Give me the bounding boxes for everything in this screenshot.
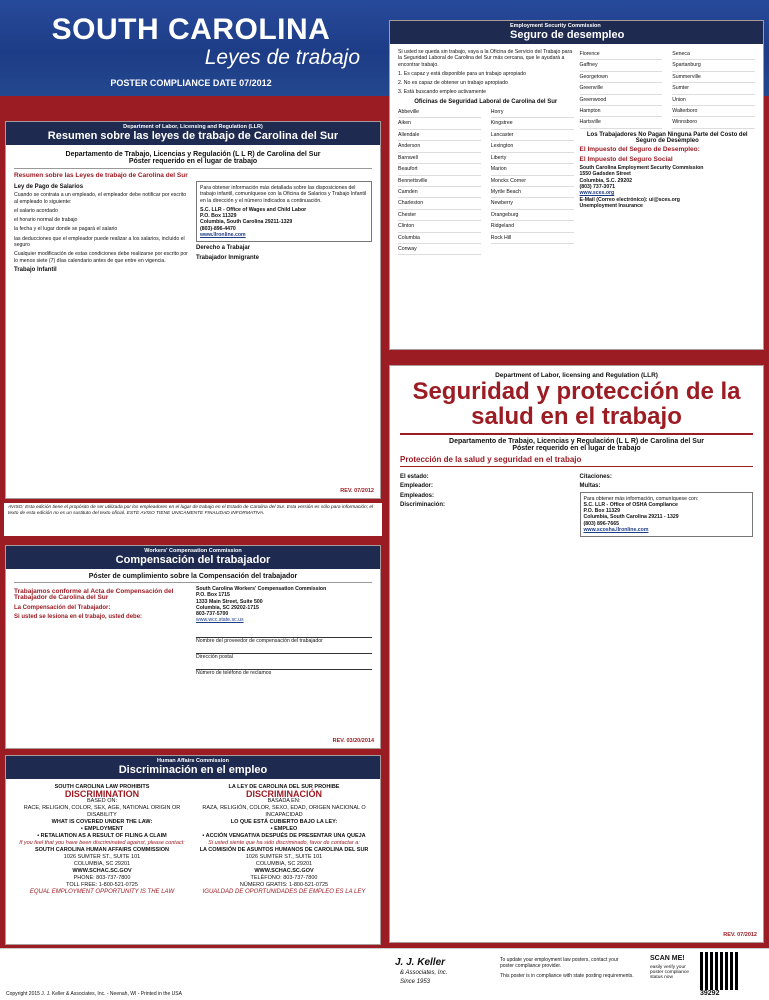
spanish-column [196,784,372,896]
contact-line: (803) 896-7665 [583,520,619,527]
office-location: Anderson [398,141,481,152]
contact-line: 1550 Gadsden Street [579,171,631,178]
contact-line: S.C. LLR - Office of Wages and Child Labor [200,206,307,213]
law-text: SOUTH CAROLINA LAW PROHIBITS [54,784,150,790]
right-column [580,49,756,255]
contact-website[interactable]: www.sces.org [579,190,615,197]
state-heading: El estado: [400,474,429,480]
office-location: Abbeville [398,107,481,118]
act-heading: Trabajamos conforme al Acta de Compensación del Trabajador de Carolina del Sur [14,588,174,602]
contact-line: S.C. LLR - Office of OSHA Compliance [583,501,678,508]
office-location: Greenwood [580,95,663,106]
wage-item: las deducciones que el empleador puede realizar a los salarios, incluido el seguro [14,235,185,249]
columns [14,586,372,677]
covered-item: • ACCIÓN VENGATIVA DESPUÉS DE PRESENTAR UNA QUEJA [202,833,366,839]
notice-banner: AVISO: Esta edición tiene el propósito de ser utilizada por los empleadores en el lugar de trabajo en el Estado de Carolina del Sur. Esta versión es sólo para información; el texto de esta edición no es un sustituto del texto oficial. ESTE AVISO TIENE UNICAMENTE FINALIDAD INFORMATIVA. [4,503,382,536]
contact-line: Columbia, South Carolina 29211-1329 [200,219,293,226]
agency-name: Human Affairs Commission [157,758,229,764]
office-location: Barnwell [398,153,481,164]
office-location: Seneca [672,49,755,60]
office-location: Florence [580,49,663,60]
revision: REV. 03/20/2014 [332,738,374,744]
poster-title: Póster de cumplimiento sobre la Compensación del trabajador [14,573,372,583]
summary-heading: Resumen sobre las Leyes de trabajo de Carolina del Sur [14,172,188,179]
fines-heading: Multas: [579,483,601,490]
update-text: To update your employment law posters, contact your poster compliance provider. [500,957,619,969]
office-location: Greenville [580,83,663,94]
contact-line: (803) 737-3071 [579,183,615,190]
agency-name: Department of Labor, licensing and Regulation (LLR) [495,372,658,379]
panel-heading: Compensación del trabajador [115,554,271,566]
poster-footer [0,948,769,1000]
office-location: Hampton [580,106,663,117]
grounds: RACE, RELIGION, COLOR, SEX, AGE, NATIONAL ORIGIN OR DISABILITY [23,805,181,818]
form-line [196,644,372,654]
contact-website[interactable]: www.wcc.state.sc.us [196,617,244,624]
covered-item: • EMPLOYMENT [80,826,124,832]
panel-heading: Seguridad y protección de la salud en el trabajo [412,378,741,430]
contact-box [580,492,754,538]
wage-heading: Ley de Pago de Salarios [14,184,84,190]
commission: SOUTH CAROLINA HUMAN AFFAIRS COMMISSION [34,847,170,853]
office-location: Union [672,95,755,106]
offices-column [491,107,574,255]
covered-item: • EMPLEO [270,826,298,832]
requirement: Póster requerido en el lugar de trabajo [512,445,641,452]
based-on: BASED ON: [87,798,117,804]
office-location: Chester [398,210,481,221]
office-location: Kingstree [491,118,574,129]
compliance-date: POSTER COMPLIANCE DATE 07/2012 [110,78,272,88]
office-location: Rock Hill [491,233,574,244]
contact-line: P.O. Box 11329 [583,508,621,515]
office-location: Allendale [398,130,481,141]
office-location: Columbia [398,233,481,244]
discrimination-heading: Discriminación: [400,501,446,508]
child-heading: Trabajo Infantil [14,266,57,273]
dept-name: Departamento de Trabajo, Licencias y Regulación (L L R) de Carolina del Sur [65,151,321,158]
offices-heading: Oficinas de Seguridad Laboral de Carolina del Sur [414,98,558,105]
contact-line: (803)-896-4470 [200,225,236,232]
scan-text: easily verify your poster compliance status now [650,965,689,980]
contact-lead: If you feel that you have been discriminated against, please contact: [19,840,185,846]
dept-name: Departamento de Trabajo, Licencias y Regulación (L L R) de Carolina del Sur [400,433,753,445]
office-location: Sumter [672,83,755,94]
columns [390,44,763,260]
city: COLUMBIA, SC 29201 [255,861,313,867]
discrimination-panel [5,755,381,945]
based-on: BASADA EN: [267,798,301,804]
left-column [14,181,190,275]
law-text: LA LEY DE CAROLINA DEL SUR PROHIBE [228,784,340,790]
office-location: Liberty [491,153,574,164]
product-code: 39292 [700,990,720,997]
discrimination-word: DISCRIMINATION [64,789,140,799]
contact-lead: Para obtener más información, comuníquese con: [583,495,699,502]
office-location: Charleston [398,198,481,209]
agency-name: Employment Security Commission [510,23,601,29]
offices-list [398,107,574,255]
office-location: Beaufort [398,164,481,175]
intro-text: Si usted se queda sin trabajo, vaya a la Oficina de Servicio del Trabajo para la Seguridad Laboral de Carolina del Sur más cercana, que le ayudará a encontrar trabajo. [398,49,573,68]
office-location: Myrtle Beach [491,187,574,198]
contact-line: P.O. Box 1715 [196,592,230,599]
office-location: Moncks Corner [491,176,574,187]
offices-column [672,49,755,129]
panel-body [6,569,380,681]
office-location: Gaffney [580,60,663,71]
tax-heading: El Impuesto del Seguro de Desempleo: [579,146,700,154]
state-title: SOUTH CAROLINA [51,13,331,46]
qr-code-icon[interactable] [700,952,738,990]
panel-title [6,122,380,145]
form-label: Número de teléfono de reclamos [196,670,272,677]
citations-heading: Citaciones: [579,474,612,480]
panel-heading: Discriminación en el empleo [118,764,268,776]
social-heading: El Impuesto del Seguro Social [579,155,673,163]
wage-text: Cuando se contrata a un empleado, el empleador debe notificar por escrito al empleado lo siguiente: [14,192,187,205]
panel-header [390,366,763,467]
right-to-work-heading: Derecho a Trabajar [196,245,251,252]
columns [14,181,372,275]
form-label: Nombre del proveedor de compensación del trabajador [196,637,323,644]
offices-list [580,49,756,129]
office-location: Marion [491,164,574,175]
offices-column [580,49,663,129]
panel-title [6,546,380,569]
discrimination-word: DISCRIMINACIÓN [246,789,322,799]
left-column [398,49,574,255]
poster-subtitle: Leyes de trabajo [204,46,360,69]
office-location: Newberry [491,198,574,209]
columns [6,779,380,901]
wage-item: el horario normal de trabajo [14,217,78,224]
eo-statement: EQUAL EMPLOYMENT OPPORTUNITY IS THE LAW [29,889,175,895]
website[interactable]: WWW.SCHAC.SC.GOV [72,868,132,874]
requirement: Póster requerido en el lugar de trabajo [128,158,258,165]
contact-line: P.O. Box 11329 [200,213,237,220]
toll-free: TOLL FREE: 1-800-521-0725 [66,882,138,888]
office-location: Lexington [491,141,574,152]
dept-banner [14,151,372,169]
contact-line: South Carolina Workers' Compensation Commission [196,586,327,592]
compliance-text: This poster is in compliance with state posting requirements. [500,973,634,979]
copyright: Copyright 2015 J. J. Keller & Associates, Inc. - Neenah, WI - Printed in the USA [6,991,182,997]
website[interactable]: WWW.SCHAC.SC.GOV [254,868,314,874]
wage-note: Cualquier modificación de estas condiciones debe realizarse por escrito por lo menos siete (7) días calendario antes de que entre en vigencia. [14,251,188,264]
eo-statement: IGUALDAD DE OPORTUNIDADES DE EMPLEO ES LA LEY [202,889,366,895]
english-column [14,784,190,896]
contact-lead: Si usted siente que ha sido discriminado, favor de contactar a: [208,840,360,846]
office-location: Camden [398,187,481,198]
covered-item: • RETALIATION AS A RESULT OF FILING A CLAIM [37,833,167,839]
contact-email[interactable]: E-Mail (Correo electrónico): ui@sces.org [579,196,680,203]
left-column [400,471,574,537]
condition-item: 2. No es capaz de obtener un trabajo apropiado [398,80,508,87]
office-location: Aiken [398,118,481,129]
form-label: Dirección postal [196,654,233,661]
address: 1026 SUMTER ST., SUITE 101 [63,854,141,860]
agency-name: Department of Labor, Licensing and Regulation (LLR) [123,124,263,130]
header-left [0,0,382,96]
contact-line: Columbia, SC 29202-1715 [196,604,259,611]
covered: WHAT IS COVERED UNDER THE LAW: [51,819,153,825]
labor-laws-panel [5,121,381,499]
panel-heading: Resumen sobre las leyes de trabajo de Carolina del Sur [47,130,339,142]
agency-name: Workers' Compensation Commission [144,548,242,554]
osha-panel [389,365,764,943]
info-text: Para obtener información más detallada sobre las disposiciones del trabajo infantil, comuníquese con la Oficina de Salarios y Trabajo Infantil en la dirección y el número indicados a continuación. [200,185,367,204]
contact-line: 1333 Main Street, Suite 500 [196,598,263,605]
office-location: Bennettsville [398,176,481,187]
benefits-heading: La Compensación del Trabajador: [14,604,111,611]
covered: LO QUE ESTÁ CUBIERTO BAJO LA LEY: [230,819,338,825]
office-location: Spartanburg [672,60,755,71]
injured-heading: Si usted se lesiona en el trabajo, usted debe: [14,613,143,620]
immigrant-heading: Trabajador Inmigrante [196,254,260,261]
office-location: Orangeburg [491,210,574,221]
panel-title [390,21,763,44]
unemployment-label: Unemployment Insurance [579,202,643,209]
condition-item: 3. Está buscando empleo activamente [398,89,486,96]
contact-line: South Carolina Employment Security Commission [579,165,704,172]
workers-comp-panel [5,545,381,749]
panel-title [6,756,380,779]
office-location: Lancaster [491,130,574,141]
address: 1026 SUMTER ST., SUITE 101 [245,854,323,860]
offices-column [398,107,481,255]
left-column [14,586,190,677]
contact-website[interactable]: www.llronline.com [200,232,246,239]
revision: REV. 07/2012 [723,932,757,938]
section-heading: Protección de la salud y seguridad en el trabajo [400,455,753,467]
wage-item: la fecha y el lugar donde se pagará el salario [14,226,118,233]
form-line [196,624,372,638]
phone: PHONE: 803-737-7800 [73,875,131,881]
revision: REV. 07/2012 [340,488,374,494]
toll-free: NÚMERO GRATIS: 1-800-521-0725 [239,882,329,888]
brand-name: J. J. Keller [395,957,446,968]
wage-item: el salario acordado [14,207,58,214]
contact-website[interactable]: www.scosha.llronline.com [583,527,649,534]
scan-label: SCAN ME! [650,955,685,962]
office-location: Clinton [398,221,481,232]
office-location: Hartsville [580,117,663,128]
info-box [196,181,372,242]
workers-heading: Los Trabajadores No Pagan Ninguna Parte del Costo del Seguro de Desempleo [586,131,748,145]
grounds: RAZA, RELIGIÓN, COLOR, SEXO, EDAD, ORIGEN NACIONAL O INCAPACIDAD [202,805,366,818]
employer-heading: Empleador: [400,483,434,490]
office-location: Horry [491,107,574,118]
right-column [196,586,372,677]
phone: TELÉFONO: 803-737-7800 [250,875,318,881]
condition-item: 1. Es capaz y está disponible para un trabajo apropiado [398,70,527,77]
right-column [196,181,372,275]
contact-line: 803-737-5700 [196,611,229,618]
city: COLUMBIA, SC 29201 [73,861,131,867]
since: Since 1953 [400,979,431,985]
columns [390,469,763,539]
contact-line: Columbia, South Carolina 29211 - 1329 [583,514,679,521]
employees-heading: Empleados: [400,492,435,499]
panel-heading: Seguro de desempleo [510,29,625,41]
right-column [580,471,754,537]
brand-name-2: & Associates, Inc. [400,970,448,976]
office-location: Georgetown [580,72,663,83]
commission: LA COMISIÓN DE ASUNTOS HUMANOS DE CAROLINA DEL SUR [199,847,369,853]
office-location: Ridgeland [491,221,574,232]
form-line [196,660,372,670]
office-location: Walterboro [672,106,755,117]
office-location: Winnsboro [672,117,755,128]
office-location: Conway [398,244,481,255]
contact-line: Columbia, S.C. 29202 [579,177,632,184]
panel-body [6,145,380,275]
unemployment-panel [389,20,764,350]
office-location: Summerville [672,72,755,83]
